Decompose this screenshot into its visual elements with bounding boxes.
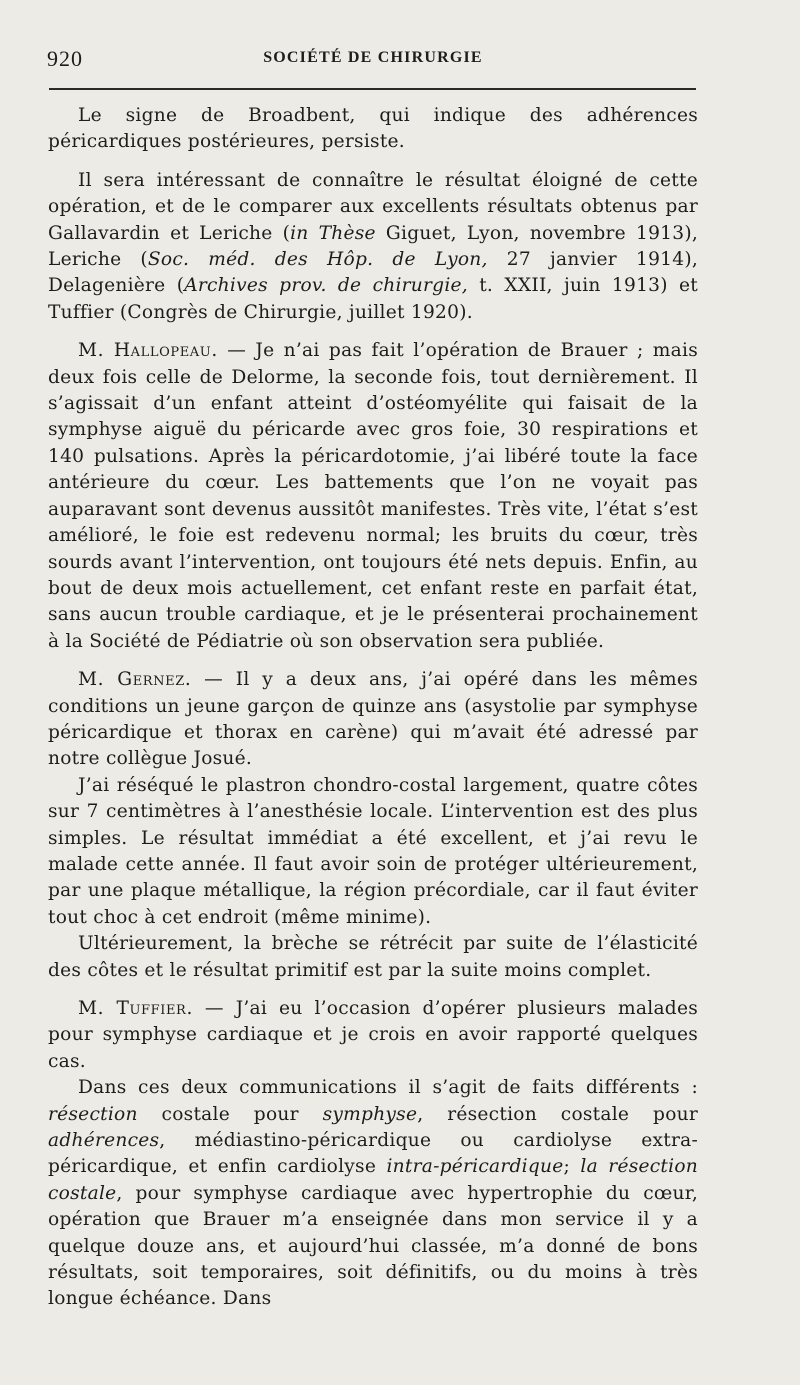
paragraph-gernez-3: Ultérieurement, la brèche se rétrécit par suite de l’élasticité des côtes et le résultat primitif est par la suite moins complet.: [48, 933, 698, 981]
italic-run: symphyse: [322, 1103, 418, 1125]
speaker-name: M. Gernez.: [78, 669, 192, 691]
text-run: , résection costale pour: [417, 1103, 698, 1125]
text-run: Dans ces deux communications il s’agit de faits différents :: [78, 1077, 698, 1099]
italic-run: intra-péricardique: [386, 1156, 564, 1178]
page-header: [47, 46, 699, 74]
body-text: [48, 103, 698, 1313]
text-run: — J’ai eu l’occasion d’opérer plusieurs malades pour symphyse cardiaque et je crois en avoir rapporté quelques cas.: [48, 998, 699, 1072]
paragraph-broadbent: Le signe de Broadbent, qui indique des adhérences péricardiques postérieures, persiste.: [48, 105, 698, 153]
speaker-name: M. Tuffier.: [78, 998, 193, 1019]
speaker-name: M. Hallopeau.: [78, 340, 218, 362]
paragraph-tuffier-1: [48, 996, 698, 1075]
running-title: SOCIÉTÉ DE CHIRURGIE: [263, 49, 483, 66]
paragraph-interet: [48, 168, 698, 326]
text-run: ;: [563, 1156, 581, 1178]
text-run: costale pour: [137, 1103, 323, 1125]
italic-run: adhérences: [48, 1130, 160, 1152]
header-rule: [49, 88, 696, 90]
text-run: — Il y a deux ans, j’ai opéré dans les mêmes conditions un jeune garçon de quinze ans (asystolie par symphyse péricardique et thorax en carène) qui m’avait été adressé par notre collègue Josué.: [48, 669, 698, 770]
italic-run: résection: [48, 1103, 138, 1125]
text-run: 27 janvier 1914), Delagenière (: [48, 249, 698, 297]
italic-run: Archives prov. de chirurgie,: [184, 275, 468, 297]
text-run: — Je n’ai pas fait l’opération de Brauer ; mais deux fois celle de Delorme, la seconde fois, tout dernièrement. Il s’agissait d’un enfant atteint d’ostéomyélite qui faisait de la symphyse aiguë du péricarde avec gros foie, 30 respirations et 140 pulsations. Après la péricardotomie, j’ai libéré toute la face antérieure du cœur. Les battements que l’on ne voyait pas auparavant sont devenus aussitôt manifestes. Très vite, l’état s’est amélioré, le foie est redevenu normal; les bruits du cœur, très sourds avant l’intervention, ont toujours été nets depuis. Enfin, au bout de deux mois actuellement, cet enfant reste en parfait état, sans aucun trouble cardiaque, et je le présenterai prochainement à la Société de Pédiatrie où son observation sera publiée.: [48, 340, 698, 652]
paragraph-gernez-2: J’ai réséqué le plastron chondro-costal largement, quatre côtes sur 7 centimètres à l’anesthésie locale. L’intervention est des plus simples. Le résultat immédiat a été excellent, et j’ai revu le malade cette année. Il faut avoir soin de protéger ultérieurement, par une plaque métallique, la région précordiale, car il faut éviter tout choc à cet endroit (même minime).: [48, 774, 698, 928]
page-number: 920: [47, 46, 83, 71]
paragraph-hallopeau: [48, 338, 698, 655]
text-run: Giguet, Lyon, novembre 1913), Leriche (: [48, 222, 699, 271]
text-run: , médiastino-péricardique ou cardiolyse extra-péricardique, et enfin cardiolyse: [48, 1130, 698, 1178]
paragraph-tuffier-2: [48, 1075, 698, 1313]
italic-run: Soc. méd. des Hôp. de Lyon,: [147, 249, 488, 271]
italic-run: la résection costale: [48, 1156, 698, 1204]
paragraph-gernez-1: [48, 667, 698, 773]
text-run: , pour symphyse cardiaque avec hypertrophie du cœur, opération que Brauer m’a enseignée dans mon service il y a quelque douze ans, et aujourd’hui classée, m’a donné de bons résultats, soit temporaires, soit définitifs, ou du moins à très longue échéance. Dans: [48, 1182, 698, 1310]
italic-run: in Thèse: [290, 222, 376, 244]
text-run: Il sera intéressant de connaître le résultat éloigné de cette opération, et de le comparer aux excellents résultats obtenus par Gallavardin et Leriche (: [48, 169, 698, 244]
text-run: t. XXII, juin 1913) et Tuffier (Congrès de Chirurgie, juillet 1920).: [48, 275, 698, 323]
